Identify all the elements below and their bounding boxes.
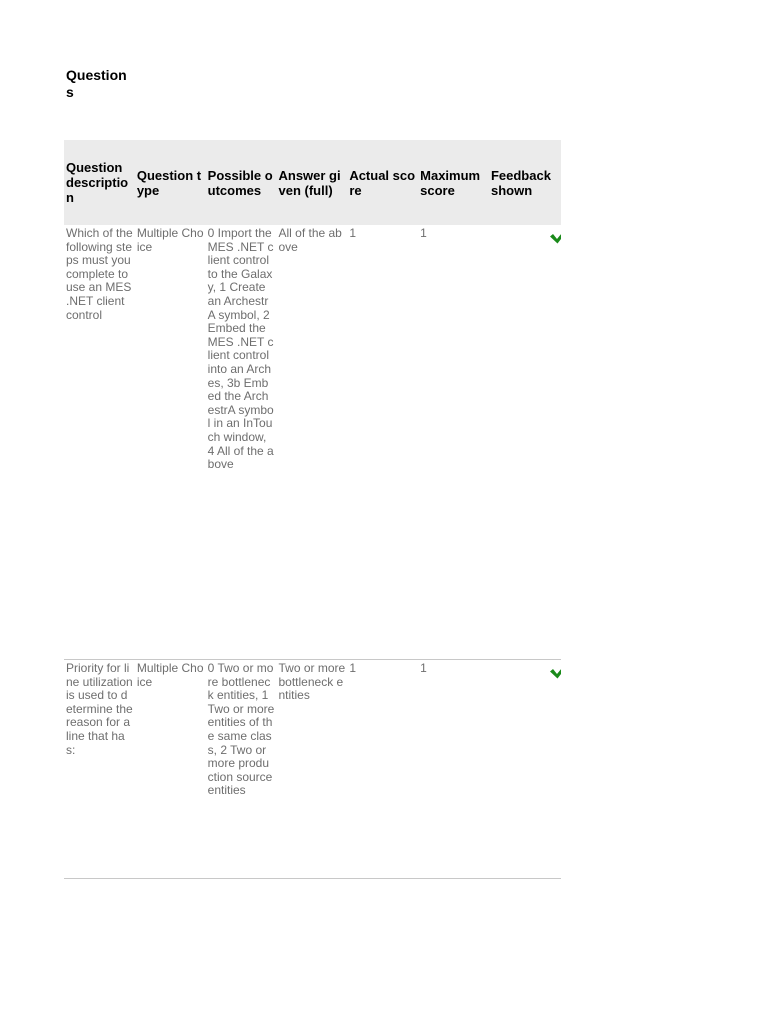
page-title: Questions: [66, 67, 127, 100]
header-maximum-score: Maximum score: [418, 140, 489, 225]
cell-question-description: Priority for line utilization is used to determine the reason for a line that has:: [64, 660, 135, 879]
questions-table: [64, 140, 561, 879]
header-actual-score: Actual score: [347, 140, 418, 225]
cell-answer-given: All of the above: [278, 226, 342, 254]
header-feedback-shown: Feedback shown: [489, 140, 561, 225]
cell-question-description: Which of the following steps must you complete to use an MES .NET client control: [66, 226, 133, 322]
cell-feedback-shown: [489, 660, 561, 879]
table-row: [64, 225, 561, 660]
checkmark-icon: [549, 662, 561, 680]
header-possible-outcomes: Possible outcomes: [206, 140, 277, 225]
cell-possible-outcomes: 0 Two or more bottleneck entities, 1 Two or more entities of the same class, 2 Two or more production source entities: [206, 660, 277, 879]
cell-possible-outcomes: 0 Import the MES .NET client control to the Galaxy, 1 Create an ArchestrA symbol, 2 Embed the MES .NET client control into an Arches, 3b Embed the ArchestrA symbol in an InTouch window, 4 All of the above: [207, 226, 274, 472]
header-question-description: Question description: [64, 140, 135, 225]
table-header-row: [64, 140, 561, 225]
cell-question-type: Multiple Choice: [135, 660, 206, 879]
cell-answer-given: Two or more bottleneck entities: [276, 660, 347, 879]
checkmark-icon: [549, 227, 561, 245]
cell-question-type: Multiple Choice: [136, 226, 204, 254]
table-row: [64, 660, 561, 879]
cell-maximum-score: 1: [418, 660, 489, 879]
cell-maximum-score: 1: [420, 226, 427, 240]
header-answer-given: Answer given (full): [276, 140, 347, 225]
cell-actual-score: 1: [347, 660, 418, 879]
cell-actual-score: 1: [349, 226, 356, 240]
cell-feedback-shown: [489, 225, 561, 660]
header-question-type: Question type: [135, 140, 206, 225]
